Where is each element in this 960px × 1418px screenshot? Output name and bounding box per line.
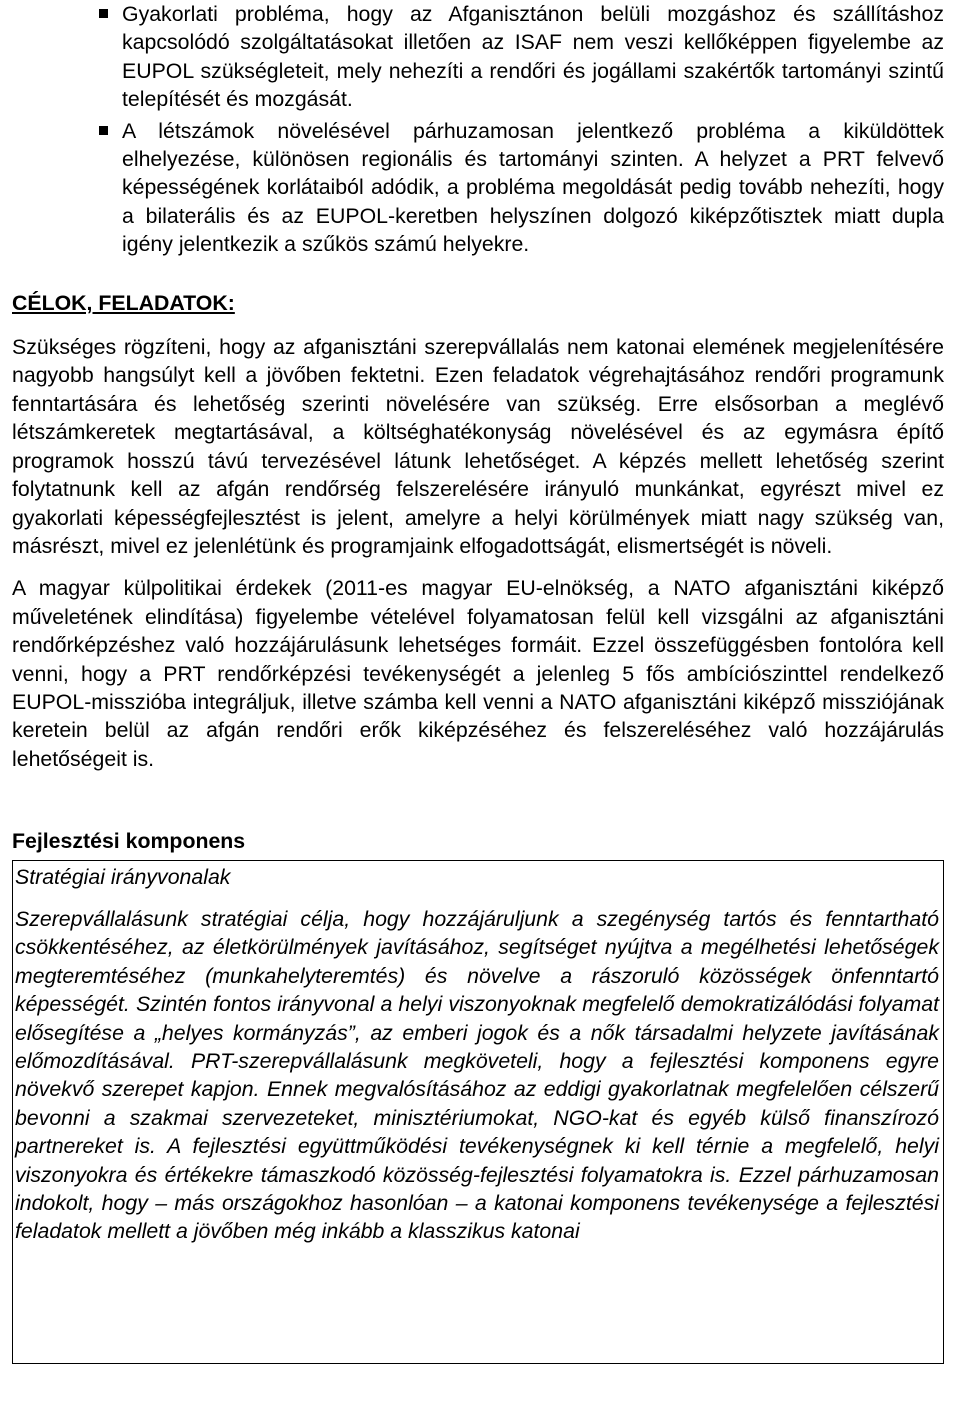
bullet-list — [12, 0, 944, 259]
square-bullet-icon — [99, 126, 108, 135]
section-heading-celok: CÉLOK, FELADATOK: — [12, 290, 235, 315]
box-paragraph: Szerepvállalásunk stratégiai célja, hogy hozzájáruljunk a szegénység tartós és fenntartható csökkentéséhez, az életkörülmények javításához, segítséget nyújtva a megélhetési lehetőségek megteremtéséhez (munkahelyteremtés) és növelve a rászoruló közösségek önfenntartó képességét. Szintén fontos irányvonal a helyi viszonyoknak megfelelő demokratizálódási folyamat elősegítése a „helyes kormányzás”, az emberi jogok és a nők társadalmi helyzete javításának előmozdításával. PRT-szerepvállalásunk megköveteli, hogy a fejlesztési komponens egyre növekvő szerepet kapjon. Ennek megvalósításához az eddigi gyakorlatnak megfelelően célszerű bevonni a szakmai szervezeteket, minisztériumokat, NGO-kat és egyéb külső finanszírozó partnereket is. A fejlesztési együttműködési tevékenységnek ki kell térnie a megfelelő, helyi viszonyokra és értékekre támaszkodó közösség-fejlesztési folyamatokra is. Ezzel párhuzamosan indokolt, hogy – más országokhoz hasonlóan – a katonai komponens tevékenysége a fejlesztési feladatok mellett a jövőben még inkább a klasszikus katonai — [15, 906, 939, 1244]
box-title: Stratégiai irányvonalak — [15, 864, 231, 889]
bullet-item — [12, 117, 944, 259]
bullet-item — [12, 0, 944, 114]
paragraph: Szükséges rögzíteni, hogy az afganisztáni szerepvállalás nem katonai elemének megjelenítésére nagyobb hangsúlyt kell a jövőben fektetni. Ezen feladatok végrehajtásához rendőri programunk fenntartására és lehetőség szerinti növelésére van szükség. Erre elsősorban a meglévő létszámkeretek megtartásával, a költséghatékonyság növelésével és az egymásra építő programok hosszú távú tervezésével látunk lehetőséget. A képzés mellett lehetőség szerint folytatnunk kell az afgán rendőrség felszerelésére irányuló munkánkat, egyrészt mivel ez gyakorlati képességfejlesztést is jelent, amelyre a helyi körülmények miatt nagy szükség van, másrészt, mivel ez jelenlétünk és programjaink elfogadottságát, elismertségét is növeli. — [12, 335, 944, 558]
section-heading-fejlesztesi: Fejlesztési komponens — [12, 829, 246, 854]
bullet-text: A létszámok növelésével párhuzamosan jelentkező probléma a kiküldöttek elhelyezése, különösen regionális és tartományi szinten. A helyzet a PRT felvevő képességének korlátaiból adódik, a probléma megoldását pedig tovább nehezíti, hogy a bilaterális és az EUPOL-keretben helyszínen dolgozó kiképzőtisztek miatt dupla igény jelentkezik a szűkös számú helyekre. — [122, 118, 944, 257]
paragraph: A magyar külpolitikai érdekek (2011-es magyar EU-elnökség, a NATO afganisztáni kiképző műveletének elindítása) figyelembe vételével folyamatosan felül kell vizsgálni az afganisztáni rendőrképzéshez való hozzájárulásunk lehetséges formáit. Ezzel összefüggésben fontolóra kell venni, hogy a PRT rendőrképzési tevékenységét a jelenleg 5 fős ambíciószinttel rendelkező EUPOL-misszióba integráljuk, illetve számba kell venni a NATO afganisztáni kiképző missziójának keretein belül az afgán rendőri erők kiképzéséhez és felszereléséhez való hozzájárulás lehetőségeit is. — [12, 576, 944, 771]
document-page — [12, 0, 944, 1364]
bullet-text: Gyakorlati probléma, hogy az Afganisztánon belüli mozgáshoz és szállításhoz kapcsolódó szolgáltatásokat illetően az ISAF nem veszi kellőképpen figyelembe az EUPOL szükségleteit, mely nehezíti a rendőri és jogállami szakértők tartományi szintű telepítését és mozgását. — [122, 2, 944, 112]
square-bullet-icon — [99, 9, 108, 18]
strategy-box — [12, 860, 944, 1364]
